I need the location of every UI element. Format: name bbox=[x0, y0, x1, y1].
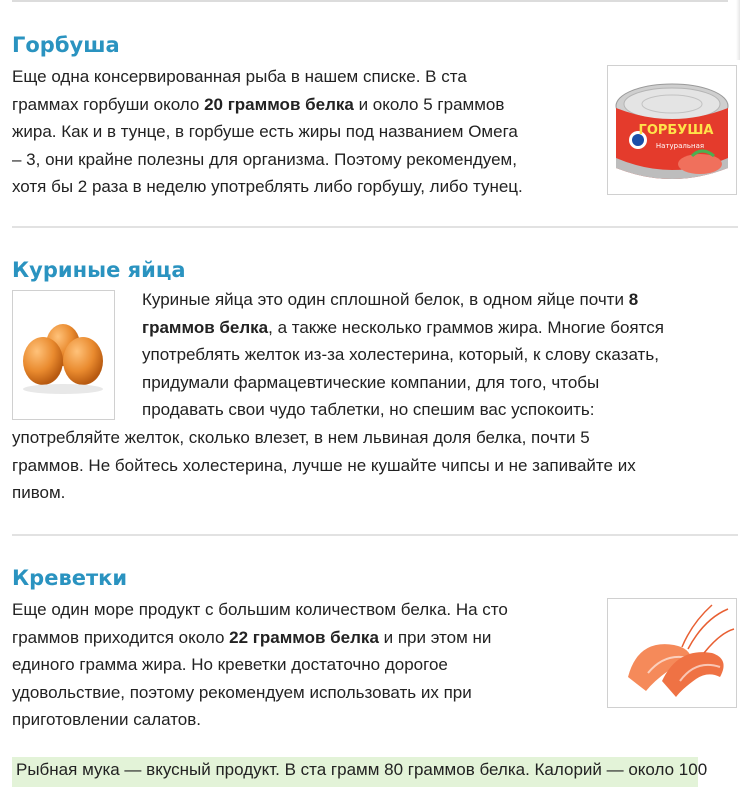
paragraph-line: граммов. Не бойтесь холестерина, лучше не кушайте чипсы и не запивайте их bbox=[12, 455, 636, 475]
paragraph-line: единого грамма жира. Но креветки достаточно дорогое bbox=[12, 655, 448, 674]
paragraph-line: граммов приходится около 22 граммов белка и при этом ни bbox=[12, 627, 492, 647]
paragraph-line: удовольствие, поэтому рекомендуем использовать их при bbox=[12, 682, 472, 702]
highlight-protein: 20 граммов белка bbox=[204, 94, 354, 114]
paragraph-line: продавать свои чудо таблетки, но спешим вас успокоить: bbox=[142, 400, 595, 419]
egg-shape bbox=[63, 337, 103, 385]
section-eggs bbox=[12, 256, 728, 284]
can-sublabel: Натуральная bbox=[655, 142, 705, 150]
section-title: Куриные яйца bbox=[12, 258, 186, 282]
page-edge-shadow bbox=[736, 0, 740, 60]
can-label: ГОРБУША bbox=[638, 123, 714, 138]
gorbusha-can-image bbox=[607, 65, 737, 195]
eggs-text-beside bbox=[142, 286, 732, 424]
paragraph-line: Еще один море продукт с большим количеством белка. На сто bbox=[12, 600, 508, 619]
paragraph-line: Куриные яйца это один сплошной белок, в одном яйце почти 8 bbox=[142, 290, 639, 309]
paragraph-line: жира. Как и в тунце, в горбуше есть жиры под названием Омега bbox=[12, 122, 518, 141]
eggs-image bbox=[12, 290, 115, 420]
paragraph-line: граммах горбуши около 20 граммов белка и около 5 граммов bbox=[12, 94, 505, 114]
paragraph-line: Еще одна консервированная рыба в нашем списке. В ста bbox=[12, 67, 467, 86]
top-divider bbox=[12, 0, 728, 2]
section-body bbox=[12, 63, 592, 201]
shrimp-image bbox=[607, 598, 737, 708]
paragraph-line: хотя бы 2 раза в неделю употреблять либо горбушу, либо тунец. bbox=[12, 177, 523, 196]
paragraph-line: приготовлении салатов. bbox=[12, 710, 201, 729]
paragraph-line: граммов белка, а также несколько граммов жира. Многие боятся bbox=[142, 317, 664, 337]
eggs-text-below bbox=[12, 424, 732, 507]
section-title: Креветки bbox=[12, 566, 128, 590]
paragraph-line: пивом. bbox=[12, 483, 66, 502]
highlight-protein: граммов белка bbox=[142, 317, 269, 337]
paragraph-line: – 3, они крайне полезны для организма. Поэтому рекомендуем, bbox=[12, 149, 517, 169]
paragraph-line: употреблять желток из-за холестерина, который, к слову сказать, bbox=[142, 345, 659, 364]
paragraph-line: употребляйте желток, сколько влезет, в нем львиная доля белка, почти 5 bbox=[12, 428, 590, 447]
section-title: Горбуша bbox=[12, 33, 120, 57]
highlight-protein: 8 bbox=[628, 290, 639, 309]
section-body bbox=[12, 596, 592, 734]
paragraph-line: придумали фармацевтические компании, для того, чтобы bbox=[142, 372, 600, 392]
highlight-protein: 22 граммов белка bbox=[229, 627, 379, 647]
section-divider bbox=[12, 226, 738, 228]
egg-shape bbox=[23, 337, 63, 385]
highlight-box-text: Рыбная мука — вкусный продукт. В ста грамм 80 граммов белка. Калорий — около 100 bbox=[16, 760, 708, 779]
section-divider bbox=[12, 534, 738, 536]
